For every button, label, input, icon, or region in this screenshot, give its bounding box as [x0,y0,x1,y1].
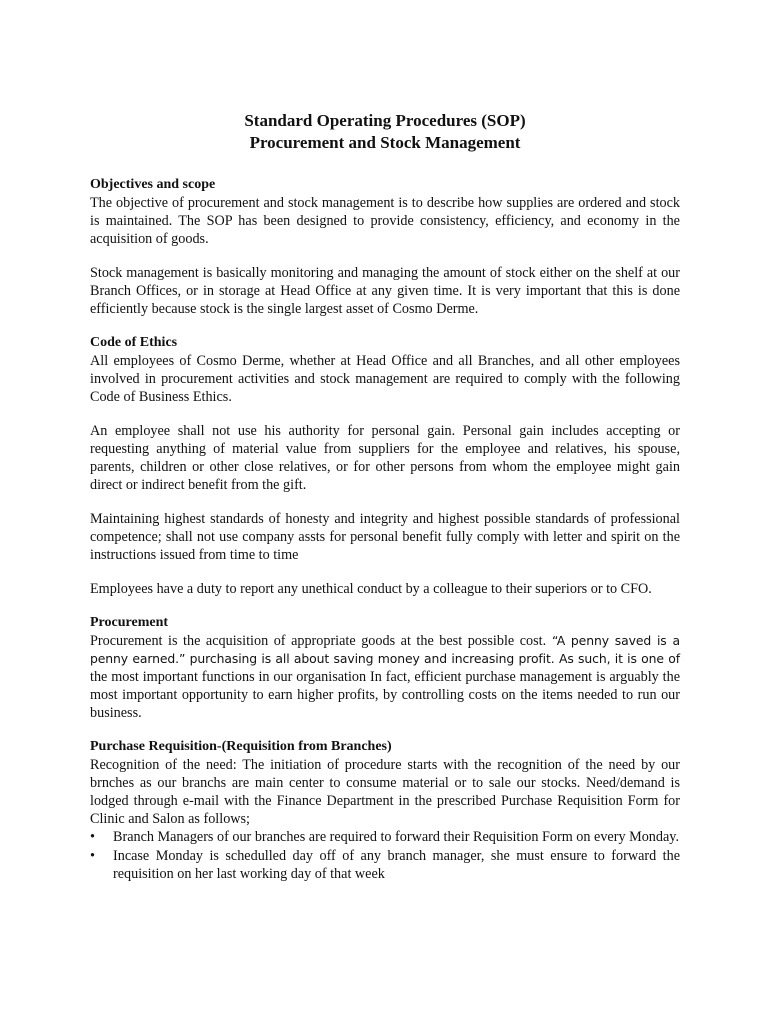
requisition-heading: Purchase Requisition-(Requisition from Branches) [90,739,392,754]
procurement-text-end: the most important functions in our organisation In fact, efficient purchase management is arguably the most important opportunity to earn higher profits, by controlling costs on the items needed to run our business. [90,669,680,721]
bullet-icon: • [90,848,95,864]
section-purchase-requisition [90,738,680,883]
procurement-paragraph [90,632,680,722]
procurement-text-start: Procurement is the acquisition of appropriate goods at the best possible cost. [90,633,547,649]
requisition-paragraph: Recognition of the need: The initiation of procedure starts with the recognition of the need by our brnches as our branchs are main center to consume material or to sale our stocks. Need/demand is lodged through e-mail with the Finance Department in the prescribed Purchase Requisition Form for Clinic and Salon as follows; [90,757,680,827]
section-code-of-ethics [90,334,680,598]
list-item [90,847,680,883]
procurement-quote-text: “A penny saved is a penny earned.” purchasing is all about saving money and increasing profit. As such, it is one of [90,633,680,666]
procurement-heading: Procurement [90,615,169,630]
requisition-bullet-list [90,828,680,883]
section-procurement [90,614,680,722]
objectives-paragraph-1: The objective of procurement and stock management is to describe how supplies are ordered and stock is maintained. The SOP has been designed to provide consistency, efficiency, and economy in the acquisition of goods. [90,195,680,247]
objectives-heading: Objectives and scope [90,177,216,192]
ethics-paragraph-3: Maintaining highest standards of honesty and integrity and highest possible standards of professional competence; shall not use company assts for personal benefit fully comply with letter and spirit on the instructions issued from time to time [90,511,680,563]
ethics-heading: Code of Ethics [90,335,178,350]
bullet-icon: • [90,829,95,845]
document-title [90,110,680,154]
title-line-1: Standard Operating Procedures (SOP) [244,111,526,130]
list-item-text: Incase Monday is schedulled day off of any branch manager, she must ensure to forward the requisition on her last working day of that week [113,848,680,882]
objectives-paragraph-2: Stock management is basically monitoring and managing the amount of stock either on the shelf at our Branch Offices, or in storage at Head Office at any given time. It is very important that this is done efficiently because stock is the single largest asset of Cosmo Derme. [90,265,680,317]
list-item [90,828,680,846]
list-item-text: Branch Managers of our branches are required to forward their Requisition Form on every Monday. [113,829,680,845]
ethics-paragraph-2: An employee shall not use his authority for personal gain. Personal gain includes accepting or requesting anything of material value from suppliers for the employee and relatives, his spouse, parents, children or other close relatives, or for other persons from whom the employee might gain direct or indirect benefit from the gift. [90,423,680,493]
ethics-paragraph-1: All employees of Cosmo Derme, whether at Head Office and all Branches, and all other employees involved in procurement activities and stock management are required to comply with the following Code of Business Ethics. [90,353,680,405]
ethics-paragraph-4: Employees have a duty to report any unethical conduct by a colleague to their superiors or to CFO. [90,581,652,597]
section-objectives [90,176,680,318]
title-line-2: Procurement and Stock Management [249,133,521,152]
